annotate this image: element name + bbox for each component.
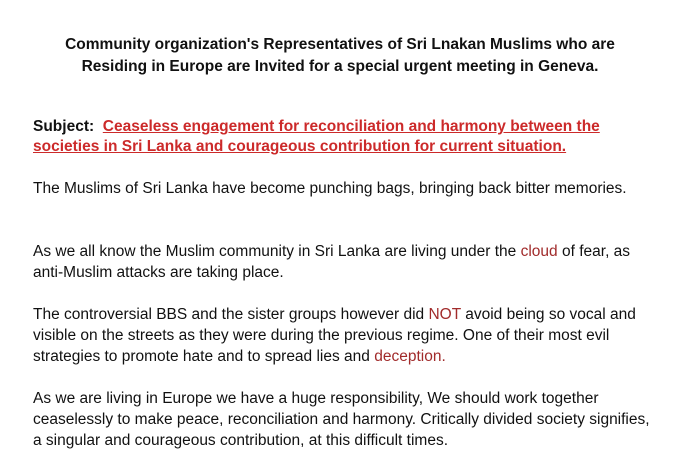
highlight-cloud: cloud bbox=[520, 243, 558, 260]
document-title bbox=[20, 34, 660, 78]
paragraph-3-text-a: The controversial BBS and the sister groups however did bbox=[33, 306, 429, 323]
paragraph-3-text-b: avoid being so vocal and visible on the streets as they were during the previous regime. One of their most evil strategies to promote hate and to spread lies and bbox=[33, 306, 636, 365]
paragraph-2 bbox=[33, 241, 658, 283]
title-line-2: Residing in Europe are Invited for a special urgent meeting in Geneva. bbox=[81, 58, 599, 75]
paragraph-4: As we are living in Europe we have a huge responsibility, We should work together ceaselessly to make peace, reconciliation and harmony. Critically divided society signifies, a singular and courageous contribution, at this difficult times. bbox=[33, 390, 650, 449]
paragraph-2-text-a: As we all know the Muslim community in Sri Lanka are living under the bbox=[33, 243, 521, 260]
subject-text: Ceaseless engagement for reconciliation and harmony between the societies in Sri Lanka and courageous contribution for current situation. bbox=[33, 118, 600, 155]
subject-label: Subject: bbox=[33, 118, 95, 135]
highlight-deception: deception. bbox=[374, 348, 446, 365]
paragraph-2-text-b: of fear, as anti-Muslim attacks are taking place. bbox=[33, 243, 631, 281]
subject-line bbox=[33, 117, 658, 157]
paragraph-3 bbox=[33, 304, 658, 367]
title-line-1: Community organization's Representatives of Sri Lnakan Muslims who are bbox=[65, 36, 615, 53]
paragraph-1: The Muslims of Sri Lanka have become punching bags, bringing back bitter memories. bbox=[33, 180, 627, 197]
highlight-not: NOT bbox=[428, 306, 461, 323]
